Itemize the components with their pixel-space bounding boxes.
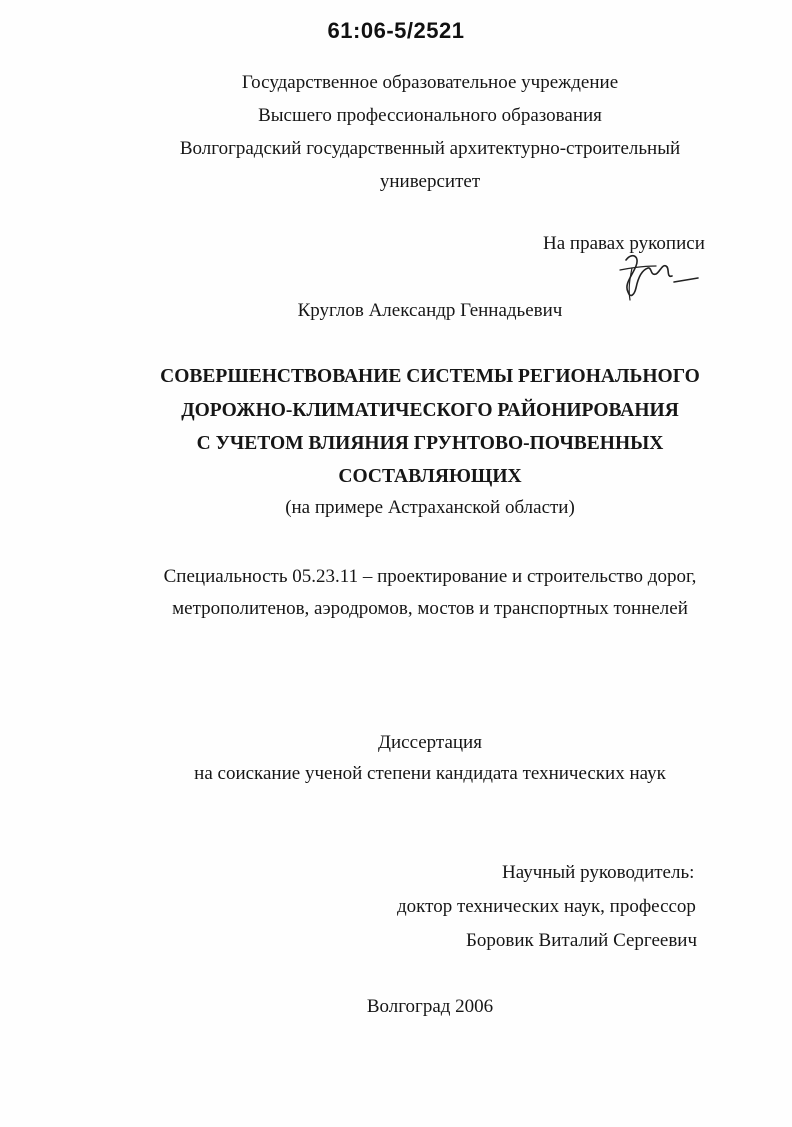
supervisor-name: Боровик Виталий Сергеевич: [466, 930, 698, 951]
institution-line-4: университет: [379, 171, 481, 192]
institution-line-3: Волгоградский государственный архитектурно-строительный: [179, 138, 681, 159]
title-line-2: ДОРОЖНО-КЛИМАТИЧЕСКОГО РАЙОНИРОВАНИЯ: [181, 400, 679, 421]
title-subtitle: (на примере Астраханской области): [285, 497, 575, 518]
supervisor-label: Научный руководитель:: [502, 862, 695, 883]
supervisor-rank: доктор технических наук, профессор: [397, 896, 696, 917]
title-line-3: С УЧЕТОМ ВЛИЯНИЯ ГРУНТОВО-ПОЧВЕННЫХ: [196, 433, 664, 454]
degree-line-2: на соискание ученой степени кандидата технических наук: [194, 763, 666, 784]
title-line-1: СОВЕРШЕНСТВОВАНИЕ СИСТЕМЫ РЕГИОНАЛЬНОГО: [160, 366, 700, 387]
specialty-line-1: Специальность 05.23.11 – проектирование и строительство дорог,: [163, 566, 697, 587]
degree-line-1: Диссертация: [378, 732, 482, 753]
handwritten-signature-icon: [612, 248, 702, 304]
archive-code: 61:06-5/2521: [327, 18, 465, 43]
institution-line-1: Государственное образовательное учреждение: [241, 72, 619, 93]
author-name: Круглов Александр Геннадьевич: [297, 300, 563, 321]
institution-line-2: Высшего профессионального образования: [258, 105, 602, 126]
manuscript-note: На правах рукописи: [543, 233, 705, 254]
title-line-4: СОСТАВЛЯЮЩИХ: [338, 466, 522, 487]
specialty-line-2: метрополитенов, аэродромов, мостов и транспортных тоннелей: [172, 598, 688, 619]
place-year: Волгоград 2006: [366, 996, 494, 1017]
